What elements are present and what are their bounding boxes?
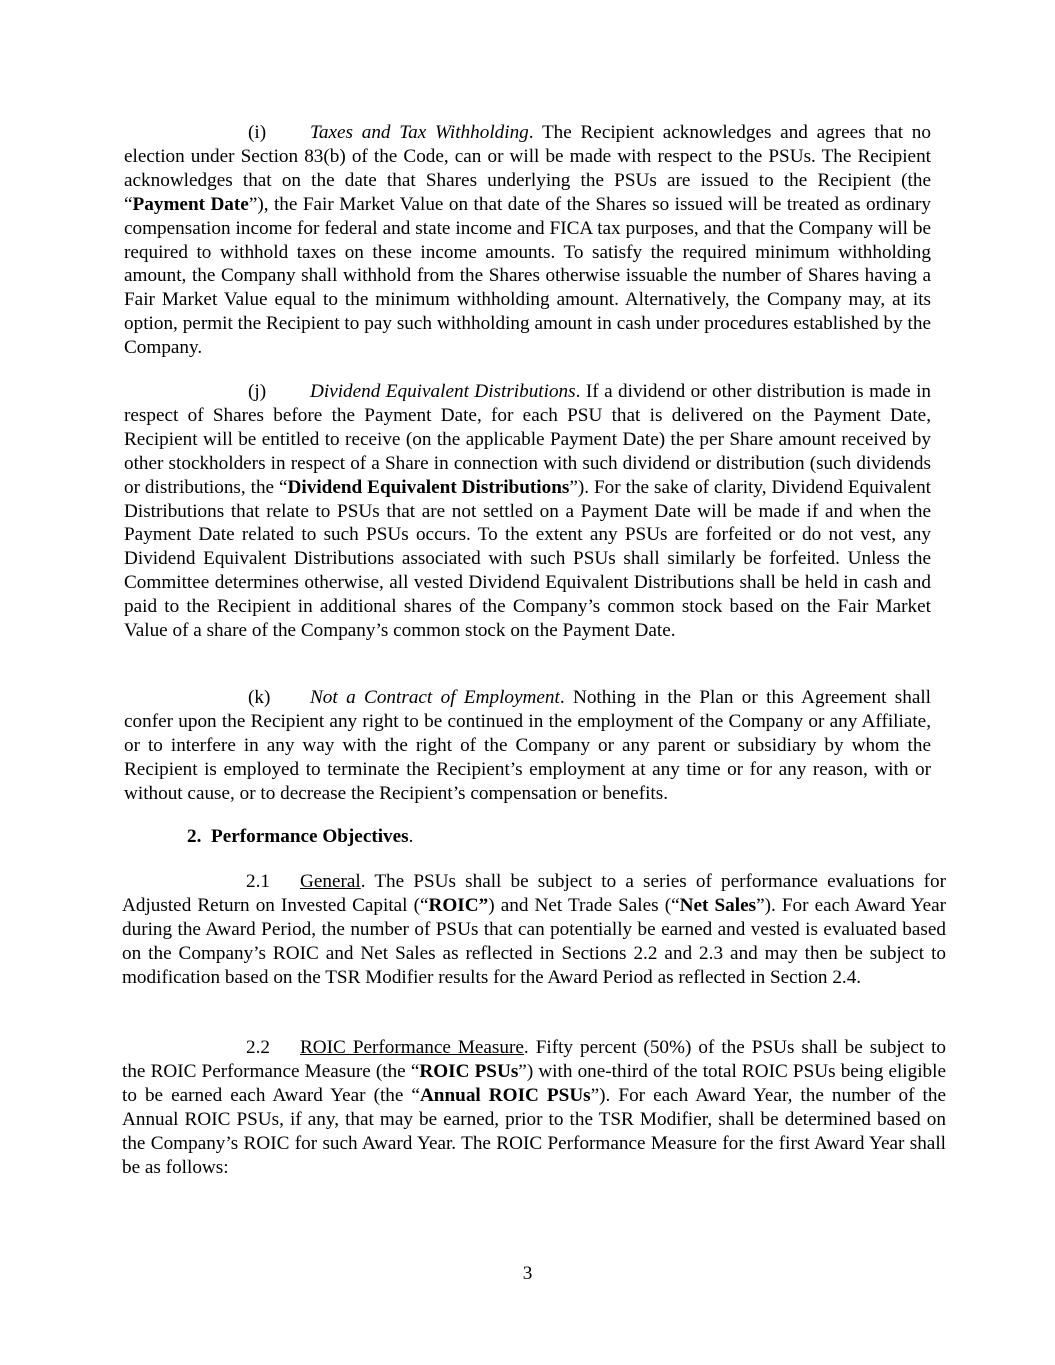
term-dividend-equivalent-distributions: Dividend Equivalent Distributions bbox=[287, 476, 570, 498]
section-2-number: 2. bbox=[187, 826, 202, 847]
paragraph-i-text-1: . The Recipient acknowledges and agrees that no election under Section 83(b) of the Code, can or will be made with respect to the PSUs. The Recipient acknowledges that on the date that Shares underlying the PSUs are issued to the Recipient (the “ bbox=[124, 122, 931, 215]
paragraph-2-2 bbox=[122, 1036, 946, 1179]
term-net-sales: Net Sales bbox=[679, 894, 757, 916]
paragraph-2-1 bbox=[122, 870, 946, 990]
paragraph-i-label: (i) bbox=[248, 122, 267, 143]
paragraph-j-title: Dividend Equivalent Distributions bbox=[310, 381, 576, 402]
paragraph-2-1-text-2: ) and Net Trade Sales (“ bbox=[488, 894, 680, 916]
paragraph-j-label: (j) bbox=[248, 381, 267, 402]
term-payment-date: Payment Date bbox=[132, 193, 249, 215]
paragraph-2-2-text-2: ”) with one-third of the total ROIC PSUs being eligible to be earned each Award Year (the “ bbox=[122, 1060, 946, 1106]
paragraph-i bbox=[124, 121, 931, 360]
paragraph-2-2-title: ROIC Performance Measure bbox=[300, 1037, 524, 1058]
page-number: 3 bbox=[522, 1263, 533, 1284]
paragraph-k-text-1: . Nothing in the Plan or this Agreement shall confer upon the Recipient any right to be continued in the employment of the Company or any Affiliate, or to interfere in any way with the right of the Company or any parent or subsidiary by whom the Recipient is employed to terminate the Recipient’s employment at any time or for any reason, with or without cause, or to decrease the Recipient’s compensation or benefits. bbox=[124, 687, 932, 804]
paragraph-k bbox=[124, 686, 931, 806]
term-roic-psus: ROIC PSUs bbox=[419, 1060, 519, 1082]
paragraph-j-text-2: ”). For the sake of clarity, Dividend Equivalent Distributions that relate to PSUs that are not settled on a Payment Date will be made if and when the Payment Date related to such PSUs occurs. To the extent any PSUs are forfeited or do not vest, any Dividend Equivalent Distributions associated with such PSUs shall similarly be forfeited. Unless the Committee determines otherwise, all vested Dividend Equivalent Distributions shall be held in cash and paid to the Recipient in additional shares of the Company’s common stock based on the Fair Market Value of a share of the Company’s common stock on the Payment Date. bbox=[124, 476, 931, 642]
paragraph-2-2-text-1: . Fifty percent (50%) of the PSUs shall be subject to the ROIC Performance Measure (the “ bbox=[122, 1037, 947, 1082]
paragraph-i-text-2: ”), the Fair Market Value on that date of the Shares so issued will be treated as ordinary compensation income for federal and state income and FICA tax purposes, and that the Company will be required to withhold taxes on these income amounts. To satisfy the required minimum withholding amount, the Company shall withhold from the Shares otherwise issuable the number of Shares having a Fair Market Value equal to the minimum withholding amount. Alternatively, the Company may, at its option, permit the Recipient to pay such withholding amount in cash under procedures established by the Company. bbox=[124, 193, 931, 359]
paragraph-j-text-1: . If a dividend or other distribution is made in respect of Shares before the Payment Date, for each PSU that is delivered on the Payment Date, Recipient will be entitled to receive (on the applicable Payment Date) the per Share amount received by other stockholders in respect of a Share in connection with such dividend or distribution (such dividends or distributions, the “ bbox=[124, 381, 931, 498]
paragraph-2-1-title: General bbox=[300, 871, 361, 892]
paragraph-2-1-text-3: ”). For each Award Year during the Award Period, the number of PSUs that can potentially be earned and vested is evaluated based on the Company’s ROIC and Net Sales as reflected in Sections 2.2 and 2.3 and may then be subject to modification based on the TSR Modifier results for the Award Period as reflected in Section 2.4. bbox=[122, 894, 947, 988]
paragraph-i-title: Taxes and Tax Withholding bbox=[310, 122, 529, 143]
section-2-suffix: . bbox=[408, 826, 414, 847]
paragraph-2-1-text-1: . The PSUs shall be subject to a series of performance evaluations for Adjusted Return on Invested Capital (“ bbox=[122, 871, 946, 916]
section-2-title: Performance Objectives bbox=[210, 826, 409, 847]
term-roic: ROIC” bbox=[428, 894, 489, 916]
paragraph-k-title: Not a Contract of Employment bbox=[310, 687, 560, 708]
paragraph-2-2-number: 2.2 bbox=[246, 1037, 270, 1058]
section-heading-performance-objectives bbox=[187, 825, 413, 849]
paragraph-2-2-text-3: ”). For each Award Year, the number of the Annual ROIC PSUs, if any, that may be earned, prior to the TSR Modifier, shall be determined based on the Company’s ROIC for such Award Year. The ROIC Performance Measure for the first Award Year shall be as follows: bbox=[122, 1084, 946, 1178]
term-annual-roic-psus: Annual ROIC PSUs bbox=[419, 1084, 591, 1106]
paragraph-k-label: (k) bbox=[248, 687, 271, 708]
paragraph-2-1-number: 2.1 bbox=[246, 871, 270, 892]
paragraph-j bbox=[124, 380, 931, 643]
